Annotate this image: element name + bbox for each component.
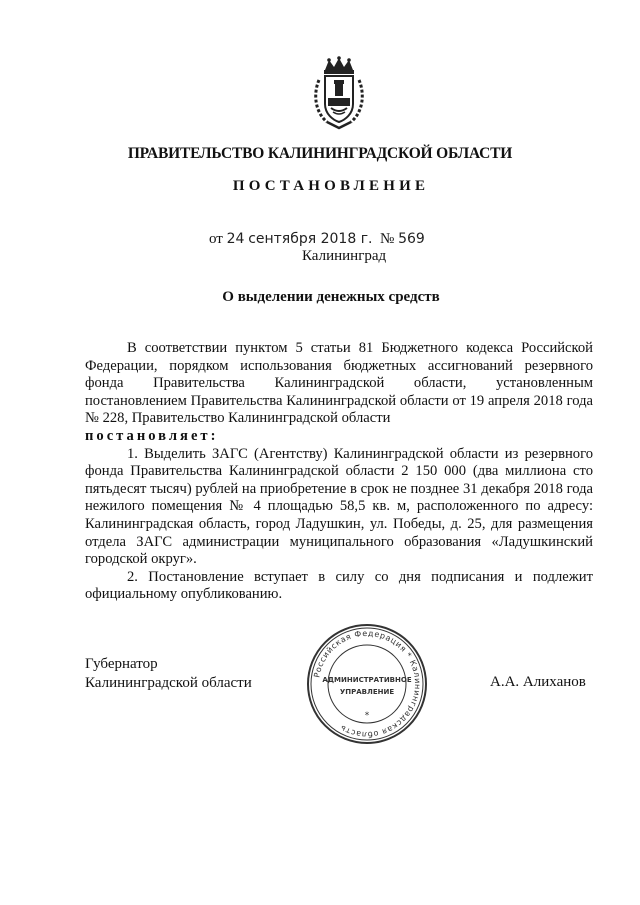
document-subject: О выделении денежных средств — [222, 289, 440, 305]
document-number: 569 — [398, 231, 425, 247]
signatory-title-line-1: Губернатор — [85, 656, 158, 672]
item-1: 1. Выделить ЗАГС (Агентству) Калининградской области из резервного фонда Правительства Калининградской области 2 150 000 (два миллиона сто пятьдесят тысяч) рублей на приобретение в срок не позднее 31 декабря 2018 года нежилого помещения № 4 площадью 58,5 кв. м, расположенного по адресу: Калининградская область, город Ладушкин, ул. Победы, д. 25, для размещения отдела ЗАГС администрации муниципального образования «Ладушкинский городской округ». — [85, 445, 593, 568]
resolves-label: постановляет: — [85, 427, 219, 444]
organization-title: ПРАВИТЕЛЬСТВО КАЛИНИНГРАДСКОЙ ОБЛАСТИ — [127, 145, 513, 162]
signatory-title — [85, 655, 252, 693]
coat-of-arms-icon — [311, 56, 367, 130]
document-body — [85, 340, 593, 604]
document-type: ПОСТАНОВЛЕНИЕ — [232, 178, 430, 194]
number-sign: № — [380, 231, 395, 247]
svg-text:УПРАВЛЕНИЕ: УПРАВЛЕНИЕ — [339, 688, 395, 696]
item-2: 2. Постановление вступает в силу со дня подписания и подлежит официальному опубликованию. — [85, 568, 593, 603]
date-month-year: сентября 2018 г. — [248, 231, 373, 247]
signatory-name: А.А. Алиханов — [490, 674, 586, 690]
svg-text:*: * — [364, 711, 370, 721]
date-and-number — [209, 231, 425, 248]
svg-text:АДМИНИСТРАТИВНОЕ: АДМИНИСТРАТИВНОЕ — [322, 676, 412, 684]
preamble-paragraph — [85, 340, 593, 446]
date-prefix: от — [209, 231, 223, 247]
preamble-text: В соответствии пунктом 5 статьи 81 Бюджетного кодекса Российской Федерации, порядком использования бюджетных ассигнований резервного фонда Правительства Калининградской области, установленным постановлением Правительства Калининградской области от 19 апреля 2018 года № 228, Правительство Калининградской области — [85, 340, 593, 427]
date-day: 24 — [226, 231, 245, 247]
city: Калининград — [302, 248, 387, 264]
official-stamp-icon — [305, 622, 429, 746]
svg-text:Российская Федерация * Калинин: Российская Федерация * Калининградская область — [312, 628, 423, 740]
signatory-title-line-2: Калининградской области — [85, 675, 252, 691]
